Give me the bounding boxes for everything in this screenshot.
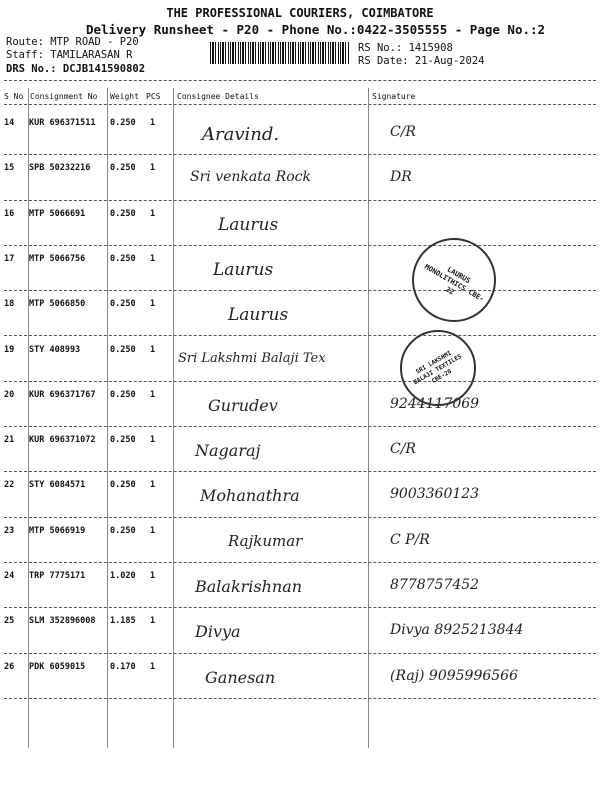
table-row: [0, 608, 600, 653]
table-row: [0, 246, 600, 291]
barcode: [210, 42, 350, 64]
row-pcs: 1: [150, 118, 156, 128]
row-weight: 0.250: [110, 253, 136, 264]
row-divider: [4, 698, 596, 699]
signature-handwriting: Divya 8925213844: [390, 622, 524, 639]
column-header-divider: [4, 104, 596, 105]
drs-number: DRS No.: DCJB141590802: [6, 63, 146, 75]
row-sno: 22: [4, 480, 15, 491]
table-row: [0, 201, 600, 246]
runsheet-title: Delivery Runsheet - P20 - Phone No.:0422-3505555 - Page No.:2: [86, 22, 546, 37]
consignee-handwriting: Divya: [195, 622, 241, 642]
row-weight: 1.020: [110, 571, 136, 581]
col-weight: Weight: [110, 92, 139, 101]
row-consignment: KUR 696371767: [29, 389, 96, 400]
table-row: [0, 382, 600, 427]
stamp-text: LAURUS MONOLITHICS CBE-22: [423, 262, 486, 304]
staff-label: Staff: TAMILARASAN R: [6, 49, 133, 61]
row-consignment: MTP 5066691: [29, 208, 86, 219]
row-pcs: 1: [150, 299, 156, 310]
table-row: [0, 427, 600, 472]
row-sno: 16: [4, 208, 15, 219]
row-sno: 21: [4, 435, 15, 446]
col-sno: S No: [4, 92, 24, 101]
row-sno: 19: [4, 344, 15, 355]
row-weight: 0.250: [110, 389, 136, 400]
row-weight: 0.250: [110, 118, 136, 128]
stamp-text: SRI LAKSHMI BALAJI TEXTILES CBE-20: [412, 349, 463, 387]
row-pcs: 1: [150, 435, 156, 446]
row-pcs: 1: [150, 661, 156, 672]
row-weight: 0.170: [110, 661, 136, 672]
col-signature: Signature: [372, 92, 416, 101]
row-consignment: KUR 696371511: [29, 118, 96, 128]
row-pcs: 1: [150, 163, 156, 174]
row-consignment: PDK 6059015: [29, 661, 86, 672]
row-pcs: 1: [150, 253, 156, 264]
row-pcs: 1: [150, 344, 156, 355]
consignee-handwriting: Rajkumar: [228, 531, 303, 550]
row-sno: 18: [4, 299, 15, 310]
route-label: Route: MTP ROAD - P20: [6, 36, 139, 48]
row-sno: 26: [4, 661, 15, 672]
table-row: [0, 337, 600, 382]
row-weight: 0.250: [110, 163, 136, 174]
consignee-handwriting: Ganesan: [205, 667, 276, 687]
row-consignment: STY 408993: [29, 344, 81, 355]
row-consignment: KUR 696371072: [29, 435, 96, 446]
row-pcs: 1: [150, 389, 156, 400]
row-sno: 14: [4, 118, 15, 128]
header-divider: [4, 80, 596, 81]
row-weight: 1.185: [110, 616, 136, 627]
table-row: [0, 472, 600, 517]
table-row: [0, 110, 600, 155]
consignee-handwriting: Aravind.: [202, 124, 280, 145]
row-weight: 0.250: [110, 525, 136, 536]
consignee-handwriting: Gurudev: [208, 395, 278, 415]
signature-handwriting: C P/R: [390, 531, 430, 548]
company-name: THE PROFESSIONAL COURIERS, COIMBATORE: [166, 6, 434, 20]
row-consignment: MTP 5066756: [29, 253, 86, 264]
balaji-stamp: [400, 330, 476, 406]
row-sno: 23: [4, 525, 15, 536]
row-pcs: 1: [150, 208, 156, 219]
consignee-handwriting: Nagaraj: [195, 441, 261, 461]
table-row: [0, 518, 600, 563]
laurus-stamp: [412, 238, 496, 322]
row-consignment: SLM 352896008: [29, 616, 96, 627]
signature-handwriting: 9244117069: [390, 395, 480, 412]
row-weight: 0.250: [110, 208, 136, 219]
table-row: [0, 291, 600, 336]
row-pcs: 1: [150, 525, 156, 536]
consignee-handwriting: Sri Lakshmi Balaji Tex: [178, 350, 326, 366]
row-consignment: MTP 5066919: [29, 525, 86, 536]
col-consignee: Consignee Details: [177, 92, 259, 101]
row-sno: 17: [4, 253, 15, 264]
row-sno: 15: [4, 163, 15, 174]
row-consignment: TRP 7775171: [29, 571, 86, 581]
signature-handwriting: (Raj) 9095996566: [390, 667, 518, 684]
signature-handwriting: C/R: [390, 124, 416, 140]
row-sno: 25: [4, 616, 15, 627]
consignee-handwriting: Balakrishnan: [195, 577, 303, 596]
row-pcs: 1: [150, 571, 156, 581]
row-weight: 0.250: [110, 344, 136, 355]
table-row: [0, 155, 600, 200]
table-row: [0, 654, 600, 699]
col-consignment: Consignment No: [30, 92, 98, 101]
row-consignment: SPB 50232216: [29, 163, 91, 174]
signature-handwriting: 8778757452: [390, 577, 480, 593]
consignee-handwriting: Laurus: [218, 214, 279, 235]
consignee-handwriting: Laurus: [228, 305, 289, 326]
row-consignment: MTP 5066850: [29, 299, 86, 310]
rs-number: RS No.: 1415908: [358, 42, 453, 54]
consignee-handwriting: Laurus: [213, 259, 274, 280]
col-pcs: PCS: [146, 92, 161, 101]
signature-handwriting: DR: [390, 169, 412, 186]
signature-handwriting: 9003360123: [390, 486, 480, 503]
rs-date: RS Date: 21-Aug-2024: [358, 55, 485, 67]
row-pcs: 1: [150, 616, 156, 627]
row-pcs: 1: [150, 480, 156, 491]
row-weight: 0.250: [110, 480, 136, 491]
consignee-handwriting: Mohanathra: [200, 486, 300, 506]
row-weight: 0.250: [110, 435, 136, 446]
row-consignment: STY 6084571: [29, 480, 86, 491]
signature-handwriting: C/R: [390, 441, 416, 458]
row-sno: 24: [4, 571, 15, 581]
consignee-handwriting: Sri venkata Rock: [190, 169, 311, 186]
row-weight: 0.250: [110, 299, 136, 310]
row-sno: 20: [4, 389, 15, 400]
table-row: [0, 563, 600, 608]
